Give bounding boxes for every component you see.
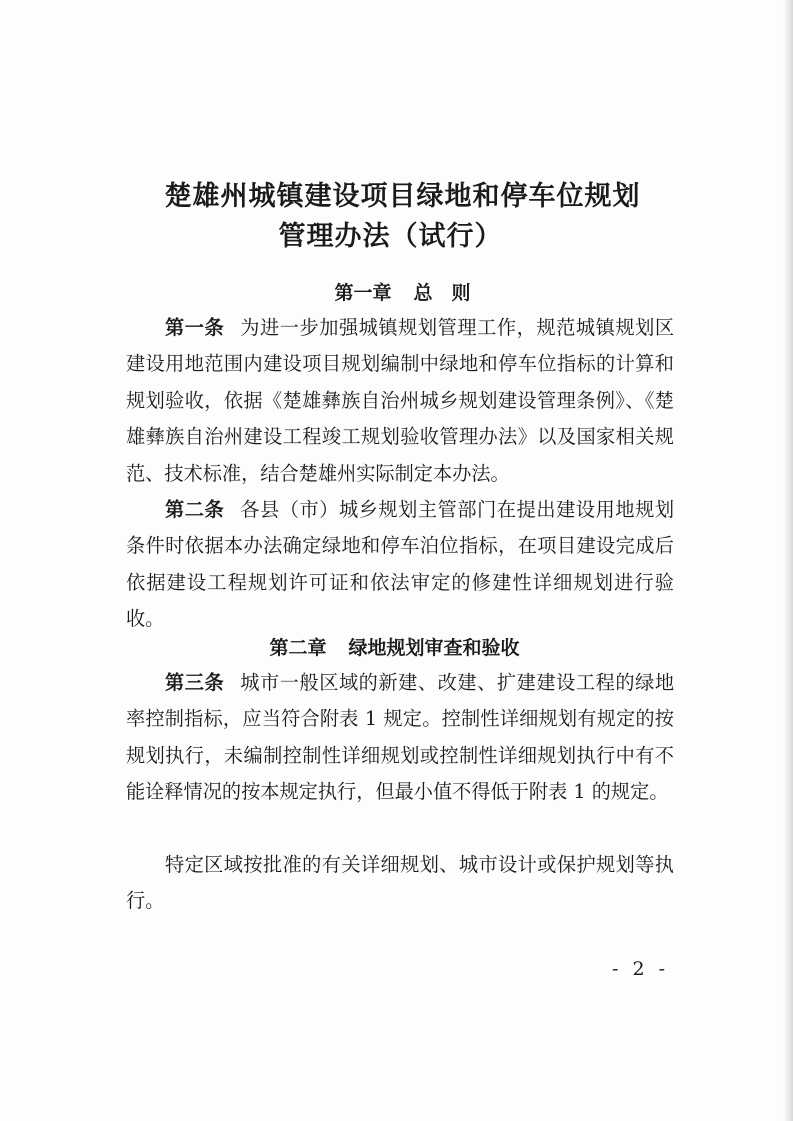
chapter-1-title: 总 则 — [413, 282, 471, 304]
article-2-text: 各县（市）城乡规划主管部门在提出建设用地规划条件时依据本办法确定绿地和停车泊位指标，在项目建设完成后依据建设工程规划许可证和依法审定的修建性详细规划进行验收。 — [126, 498, 675, 631]
article-3 — [126, 665, 674, 811]
article-3-text: 城市一般区域的新建、改建、扩建建设工程的绿地率控制指标，应当符合附表 1 规定。控制性详细规划有规定的按规划执行，未编制控制性详细规划或控制性详细规划执行中有不能诠释情况的按本规定执行，但最小值不得低于附表 1 的规定。 — [126, 671, 675, 804]
document-title-line-2: 管理办法（试行） — [278, 221, 503, 252]
scan-edge-shadow — [783, 0, 793, 1121]
chapter-2-heading — [0, 633, 791, 660]
page-number: - 2 - — [612, 958, 670, 980]
article-2-label: 第二条 — [165, 498, 225, 521]
article-1-label: 第一条 — [165, 316, 225, 339]
article-3-label: 第三条 — [165, 671, 225, 694]
article-1-text: 为进一步加强城镇规划管理工作，规范城镇规划区建设用地范围内建设项目规划编制中绿地和停车位指标的计算和规划验收，依据《楚雄彝族自治州城乡规划建设管理条例》、《楚雄彝族自治州建设工程竣工规划验收管理办法》以及国家相关规范、技术标准，结合楚雄州实际制定本办法。 — [126, 316, 675, 485]
chapter-2-title: 绿地规划审查和验收 — [348, 637, 520, 659]
special-area-paragraph: 特定区域按批准的有关详细规划、城市设计或保护规划等执行。 — [126, 853, 674, 913]
chapter-1-label: 第一章 — [334, 282, 392, 304]
chapter-1-heading — [6, 278, 793, 305]
chapter-2-label: 第二章 — [269, 637, 327, 659]
article-2 — [126, 492, 674, 638]
document-title-line-1: 楚雄州城镇建设项目绿地和停车位规划 — [164, 181, 641, 212]
article-1 — [126, 310, 674, 492]
